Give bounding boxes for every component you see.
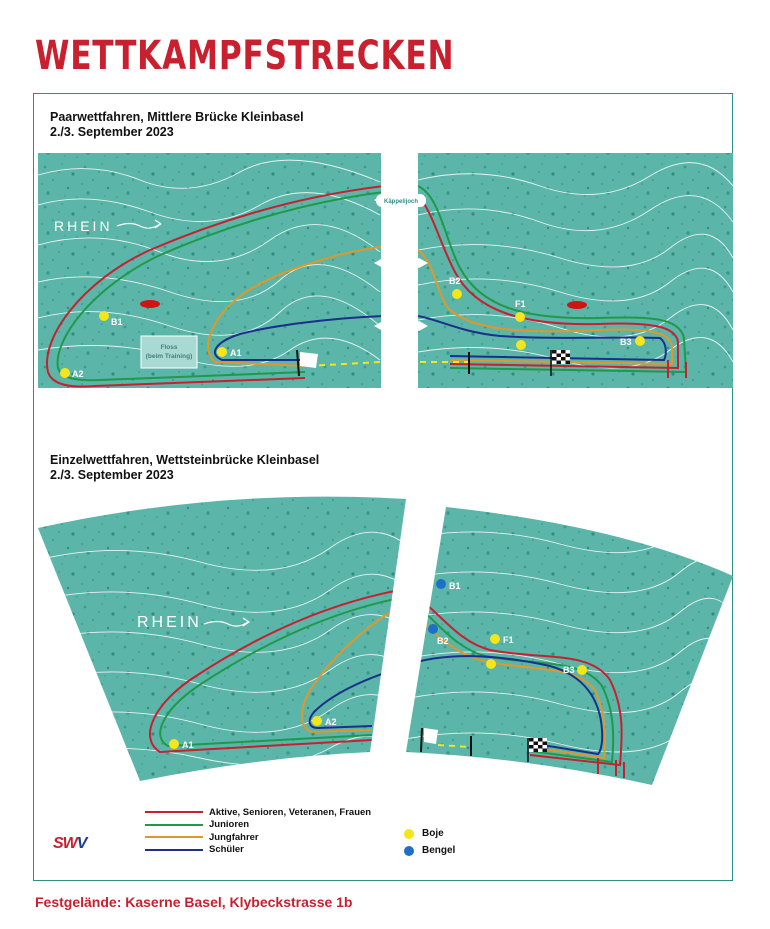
legend-label-junioren: Junioren <box>209 819 250 831</box>
point-legend <box>404 825 455 859</box>
legend-row-boje <box>404 825 455 842</box>
boje-icon <box>404 829 414 839</box>
map1-river-label: RHEIN <box>54 218 113 234</box>
map2-marker-f1: F1 <box>503 635 514 645</box>
map1-obstacle-right <box>567 301 587 309</box>
map2-bengel-b1 <box>436 579 446 589</box>
map2-date: 2./3. September 2023 <box>50 468 174 482</box>
map2-marker-b2: B2 <box>437 636 449 646</box>
legend-line-junioren <box>145 824 203 826</box>
map1-finish-flag-icon <box>552 350 570 364</box>
map1-buoy-b3 <box>635 336 645 346</box>
map2-start-flag-icon <box>424 728 438 744</box>
legend-label-aktive: Aktive, Senioren, Veteranen, Frauen <box>209 806 372 818</box>
legend-row-jungfahrer <box>145 831 371 844</box>
legend-line-aktive <box>145 811 203 813</box>
map1-buoy-b2 <box>452 289 462 299</box>
legend-row-bengel <box>404 842 455 859</box>
map2-buoy-a1 <box>169 739 179 749</box>
legend-line-jungfahrer <box>145 836 203 838</box>
map1-marker-a1: A1 <box>230 348 242 358</box>
map2-finish-flag-icon <box>529 738 547 752</box>
map1-marker-b2: B2 <box>449 276 461 286</box>
map2-bridge-pier <box>396 589 430 599</box>
legend-label-boje: Boje <box>422 828 444 839</box>
map1-buoy-extra <box>516 340 526 350</box>
route-legend <box>145 806 371 856</box>
map1-marker-b1: B1 <box>111 317 123 327</box>
swv-logo: SWV <box>53 835 87 852</box>
map1-buoy-a2 <box>60 368 70 378</box>
footer-venue: Festgelände: Kaserne Basel, Klybeckstrasse 1b <box>35 894 353 910</box>
map2-marker-a2: A2 <box>325 717 337 727</box>
map2-marker-a1: A1 <box>182 740 194 750</box>
map2-start-pole <box>421 728 422 752</box>
map1-obstacle-left <box>140 300 160 308</box>
map1-buoy-a1 <box>217 347 227 357</box>
legend-row-schueler <box>145 844 371 857</box>
map2-marker-b3: B3 <box>563 665 575 675</box>
page-title: WETTKAMPFSTRECKEN <box>35 33 455 79</box>
map1-marker-f1: F1 <box>515 299 526 309</box>
map2-bengel-b2 <box>428 624 438 634</box>
legend-row-junioren <box>145 819 371 832</box>
map1-date: 2./3. September 2023 <box>50 125 174 139</box>
map2-water-right <box>406 507 733 785</box>
legend-label-schueler: Schüler <box>209 844 244 856</box>
map2-buoy-extra <box>486 659 496 669</box>
map1-start-flag-icon <box>300 352 318 368</box>
map2-buoy-b3 <box>577 665 587 675</box>
legend-label-bengel: Bengel <box>422 845 456 856</box>
map2-title: Einzelwettfahren, Wettsteinbrücke Kleinbasel <box>50 453 320 467</box>
legend-label-jungfahrer: Jungfahrer <box>209 831 259 843</box>
map1-buoy-f1 <box>515 312 525 322</box>
bengel-icon <box>404 846 414 856</box>
map2-buoy-f1 <box>490 634 500 644</box>
map1-title: Paarwettfahren, Mittlere Brücke Kleinbasel <box>50 110 304 124</box>
map2-river-label: RHEIN <box>137 614 202 631</box>
map1-marker-b3: B3 <box>620 337 632 347</box>
map1-buoy-b1 <box>99 311 109 321</box>
map1-raft-label-1: Floss <box>160 344 178 351</box>
legend-row-aktive <box>145 806 371 819</box>
map2-water-left <box>38 497 406 781</box>
map1-bridge-label: Käppelijoch <box>383 199 419 205</box>
map1-raft-label-2: (beim Training) <box>145 353 193 360</box>
map1-marker-a2: A2 <box>72 369 84 379</box>
map2-buoy-a2 <box>312 716 322 726</box>
map2-marker-b1: B1 <box>449 581 461 591</box>
map1-raft-box <box>141 336 197 368</box>
legend-line-schueler <box>145 849 203 851</box>
